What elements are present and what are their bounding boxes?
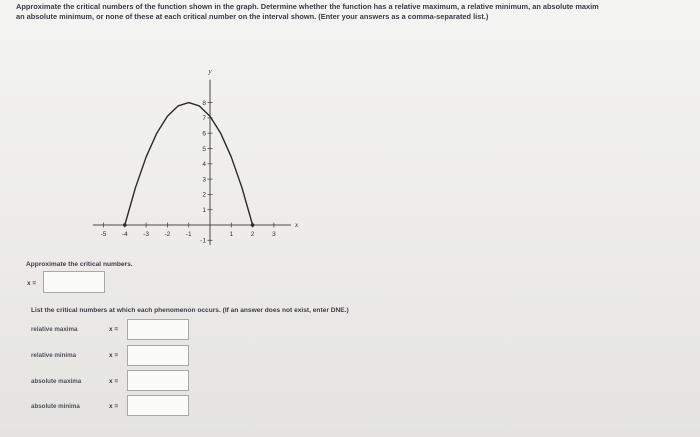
x-tick-label: -3 — [143, 231, 149, 238]
relative-maxima-label: relative maxima — [31, 326, 78, 333]
absolute-maxima-x-label: x = — [109, 378, 119, 385]
critical-numbers-input[interactable] — [44, 272, 104, 292]
curve-endpoint — [251, 223, 255, 227]
x-tick-label: -1 — [185, 231, 192, 238]
absolute-minima-input-box — [127, 395, 189, 416]
relative-minima-input-box — [127, 345, 189, 366]
question-line-2: an absolute minimum, or none of these at each critical number on the interval shown. (Enter your answers as a comma-separated list.) — [16, 12, 489, 21]
critical-numbers-input-box — [43, 271, 105, 293]
x-tick-label: 1 — [229, 231, 234, 238]
x-tick-label: -2 — [164, 231, 171, 238]
x-axis-label: x — [294, 221, 299, 229]
critical-numbers-prompt: Approximate the critical numbers. — [26, 261, 133, 268]
y-tick-label: 6 — [202, 130, 206, 138]
y-tick-label: 7 — [202, 115, 206, 123]
absolute-minima-label: absolute minima — [31, 403, 80, 410]
function-curve — [125, 103, 253, 225]
y-tick-label: 5 — [202, 145, 206, 153]
y-tick-label: 4 — [202, 161, 206, 169]
relative-maxima-input[interactable] — [128, 321, 188, 340]
absolute-minima-x-label: x = — [109, 403, 119, 410]
x-tick-label: 3 — [272, 231, 276, 238]
phenomena-prompt: List the critical numbers at which each phenomenon occurs. (If an answer does not exist, enter DNE.) — [31, 307, 349, 314]
x-tick-label: -4 — [121, 231, 128, 238]
y-tick-label: 1 — [202, 207, 206, 214]
y-axis-label: y — [208, 67, 212, 76]
relative-maxima-x-label: x = — [109, 326, 119, 333]
absolute-minima-input[interactable] — [128, 397, 188, 416]
relative-minima-label: relative minima — [31, 352, 77, 359]
y-tick-label: 8 — [202, 99, 206, 107]
absolute-maxima-label: absolute maxima — [31, 378, 82, 385]
critical-x-label: x = — [27, 280, 37, 287]
relative-minima-input[interactable] — [128, 347, 188, 366]
curve-endpoint — [123, 223, 127, 227]
y-tick-label: 2 — [202, 191, 206, 199]
relative-maxima-input-box — [127, 319, 189, 340]
y-tick-label: -1 — [200, 237, 206, 245]
absolute-maxima-input-box — [127, 370, 189, 391]
absolute-maxima-input[interactable] — [128, 372, 188, 391]
relative-minima-x-label: x = — [109, 352, 119, 359]
y-tick-label: 3 — [202, 176, 206, 184]
question-line-1: Approximate the critical numbers of the function shown in the graph. Determine whether the function has a relative maximum, a relative minimum, an absolute maxim — [16, 2, 599, 11]
x-tick-label: 2 — [250, 231, 255, 238]
x-tick-label: -5 — [100, 231, 107, 238]
